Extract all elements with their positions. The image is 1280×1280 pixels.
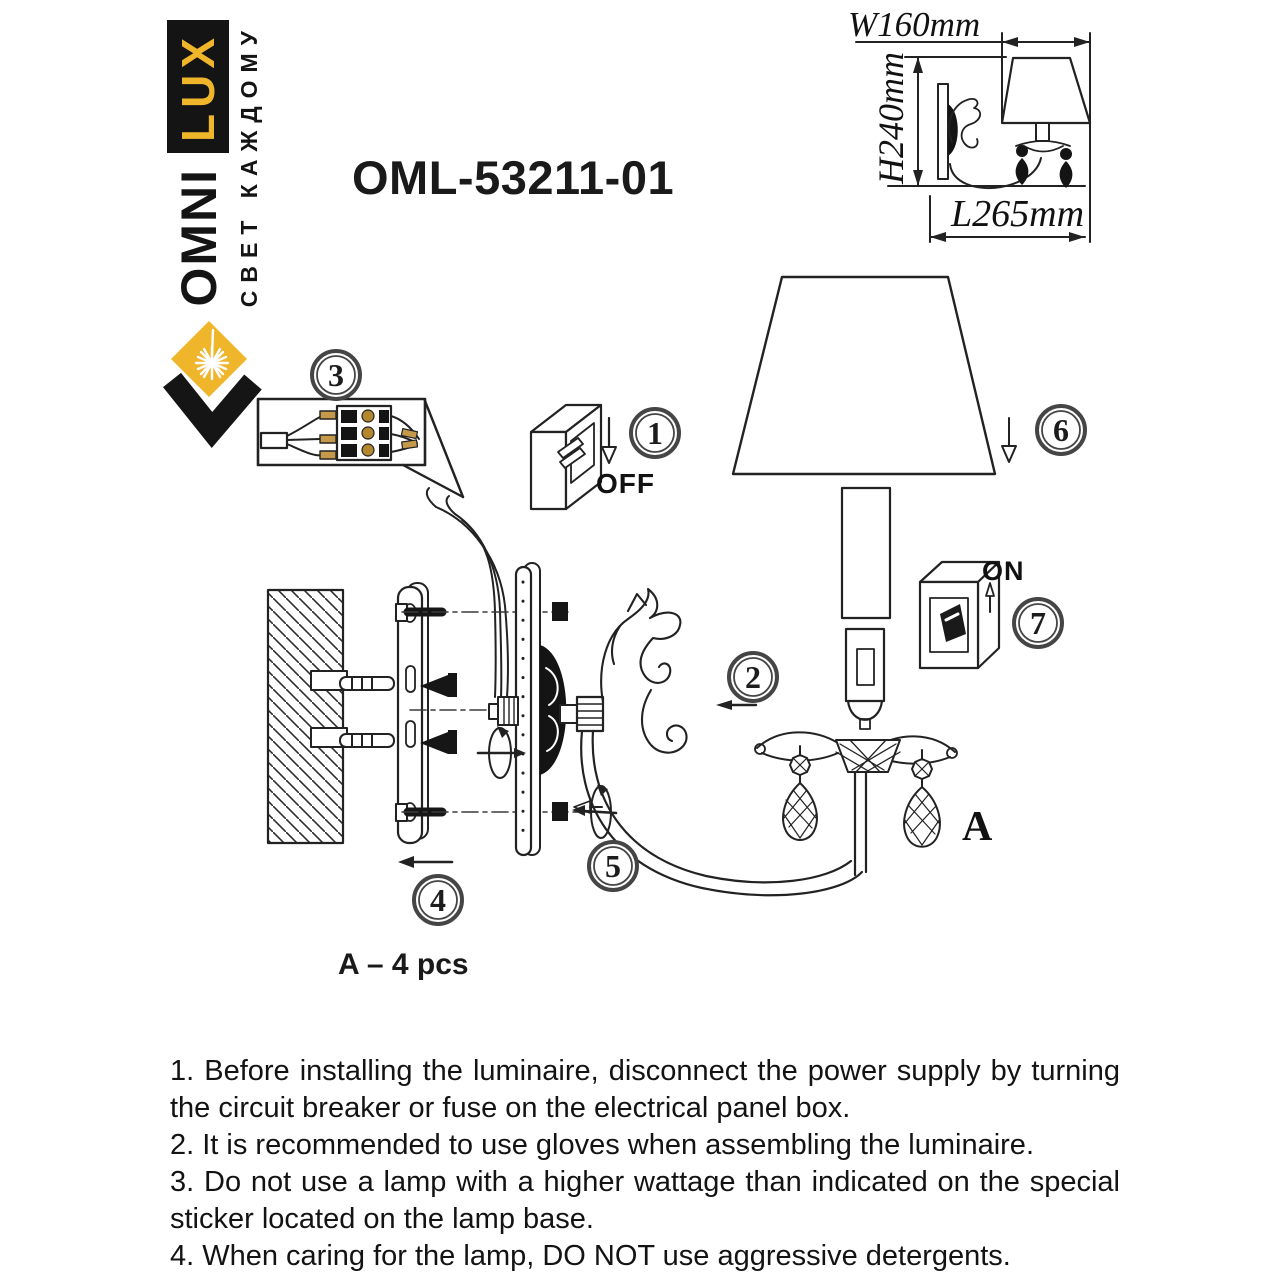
dimension-diagram: [848, 5, 1090, 242]
part-marker-label: A: [962, 804, 993, 850]
step-marker-7: [1014, 599, 1062, 647]
scroll-arm: [560, 589, 687, 753]
dimension-length-label: L265mm: [951, 193, 1085, 235]
supply-wires: [427, 488, 508, 697]
svg-text:2: 2: [745, 659, 761, 695]
svg-text:3: 3: [328, 357, 344, 393]
step-marker-4: [414, 876, 462, 924]
brand-name-omni: OMNI: [171, 167, 227, 307]
svg-text:1: 1: [647, 415, 663, 451]
instruction-item: 2. It is recommended to use gloves when assembling the luminaire.: [170, 1129, 1034, 1161]
svg-text:4: 4: [430, 882, 446, 918]
wiring-callout: [258, 399, 463, 497]
step-marker-6: [1037, 406, 1085, 454]
wall-section: [268, 590, 347, 843]
brand-diamond-icon: [171, 321, 253, 430]
instruction-item: 4. When caring for the lamp, DO NOT use aggressive detergents.: [170, 1240, 1011, 1272]
candle-sleeve: [842, 488, 890, 729]
dimension-width-label: W160mm: [848, 5, 981, 44]
parts-count-note: A – 4 pcs: [338, 948, 469, 981]
switch-on-label: ON: [982, 556, 1025, 586]
brand-name-lux: LUX: [172, 31, 224, 142]
switch-off-label: OFF: [596, 468, 655, 499]
step-marker-2: [729, 653, 777, 701]
svg-text:6: 6: [1053, 412, 1069, 448]
instructions-block: [170, 1053, 1120, 1275]
brand-tagline: СВЕТ КАЖДОМУ: [235, 22, 262, 308]
step4-arrow-icon: [398, 856, 452, 868]
instruction-item: 3. Do not use a lamp with a higher wattage than indicated on the special sticker located on the lamp base.: [170, 1166, 1120, 1235]
step-marker-3: [312, 351, 360, 399]
dimension-height-label: H240mm: [871, 52, 911, 184]
instruction-item: 1. Before installing the luminaire, disconnect the power supply by turning the circuit breaker or fuse on the electrical panel box.: [170, 1055, 1120, 1124]
wall-plugs: [340, 677, 394, 747]
svg-text:5: 5: [605, 848, 621, 884]
step-marker-1: [631, 409, 679, 457]
svg-text:7: 7: [1030, 605, 1046, 641]
locking-screw-step5: [572, 785, 616, 838]
lamp-shade: [733, 277, 1016, 474]
step-marker-5: [589, 842, 637, 890]
page-title-model-number: OML-53211-01: [352, 151, 675, 204]
